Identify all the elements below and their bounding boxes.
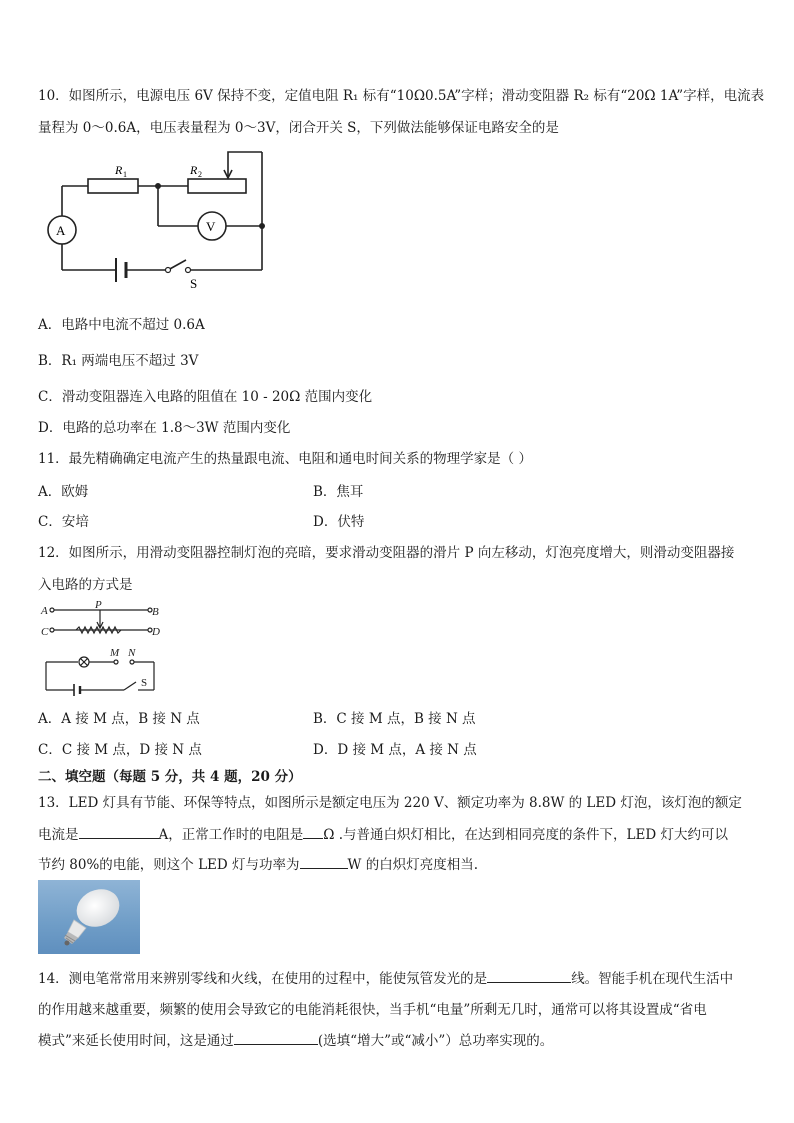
q13-stem-line2 [38,823,728,843]
q10-resistor-r1 [88,179,138,193]
q13-text-e: W 的白炽灯亮度相当. [347,857,478,873]
q11-option-b: B．焦耳 [313,484,364,500]
q11-stem: 11．最先精确确定电流产生的热量跟电流、电阻和通电时间关系的物理学家是（ ） [38,451,532,467]
q12-label-b: B [152,606,159,618]
q13-blank-power[interactable] [300,856,348,869]
q12-label-s: S [141,677,148,689]
q10-option-d: D．电路的总功率在 1.8～3W 范围内变化 [38,420,291,436]
q14-blank-power[interactable] [234,1032,318,1045]
q10-option-c: C．滑动变阻器连入电路的阻值在 10 - 20Ω 范围内变化 [38,389,373,405]
q10-stem-line2: 量程为 0～0.6A，电压表量程为 0～3V，闭合开关 S，下列做法能够保证电路安全的是 [38,120,559,136]
section-title: 二、填空题（每题 5 分，共 4 题，20 分） [38,769,302,785]
q12-switch-lever [124,682,136,690]
q10-circuit-diagram [38,148,278,296]
q11-option-a: A．欧姆 [38,484,89,500]
q14-stem-line1 [38,967,733,987]
q14-text-a: 14．测电笔常常用来辨别零线和火线，在使用的过程中，能使氖管发光的是 [38,971,488,987]
q10-label-r2-sub: 2 [198,170,202,179]
q13-blank-current[interactable] [79,826,159,839]
q10-option-a: A．电路中电流不超过 0.6A [38,317,205,333]
led-bulb-icon [38,880,140,954]
q14-text-b: 线。智能手机在现代生活中 [571,971,734,987]
q10-stem-line1: 10．如图所示，电源电压 6V 保持不变，定值电阻 R₁ 标有“10Ω0.5A”字样；滑动变阻器 R₂ 标有“20Ω 1A”字样，电流表 [38,88,765,104]
q14-stem-line2: 的作用越来越重要，频繁的使用会导致它的电能消耗很快，当手机“电量”所剩无几时，通常可以将其设置成“省电 [38,1002,707,1018]
q13-text-c: Ω .与普通白炽灯相比，在达到相同亮度的条件下，LED 灯大约可以 [323,827,728,843]
q14-blank-wire[interactable] [487,970,571,983]
q12-option-c: C．C 接 M 点，D 接 N 点 [38,742,202,758]
q13-text-d: 节约 80%的电能，则这个 LED 灯与功率为 [38,857,300,873]
q11-option-c: C．安培 [38,514,89,530]
q12-option-b: B．C 接 M 点，B 接 N 点 [313,711,476,727]
q10-label-voltmeter: V [206,219,216,234]
q12-rheostat-diagram [38,600,178,700]
q12-label-p: P [95,600,102,611]
q13-stem-line3 [38,853,478,873]
q13-stem-line1: 13．LED 灯具有节能、环保等特点，如图所示是额定电压为 220 V、额定功率为 8.8W 的 LED 灯泡，该灯泡的额定 [38,795,742,811]
q12-label-a: A [41,605,48,617]
q13-blank-resistance[interactable] [303,826,323,839]
q10-label-switch: S [190,276,198,291]
q12-option-a: A．A 接 M 点，B 接 N 点 [38,711,200,727]
q12-option-d: D．D 接 M 点，A 接 N 点 [313,742,477,758]
q10-resistor-r2 [188,179,246,193]
q12-stem-line1: 12．如图所示，用滑动变阻器控制灯泡的亮暗，要求滑动变阻器的滑片 P 向左移动，灯泡亮度增大，则滑动变阻器接 [38,545,735,561]
q10-label-r1-sub: 1 [123,170,127,179]
q12-label-n: N [128,647,136,659]
q13-text-a: 电流是 [38,827,79,843]
q10-label-r1: R [115,163,123,177]
q12-label-c: C [41,626,49,638]
q12-stem-line2: 入电路的方式是 [38,577,133,593]
q12-label-m: M [110,647,120,659]
q10-label-r2: R [190,163,198,177]
q10-label-ammeter: A [56,223,66,238]
q10-option-b: B．R₁ 两端电压不超过 3V [38,353,199,369]
q13-text-b: A，正常工作时的电阻是 [158,827,304,843]
led-bulb-photo [38,880,140,954]
q14-text-c: 模式”来延长使用时间，这是通过 [38,1033,234,1049]
q11-option-d: D．伏特 [313,514,365,530]
q12-label-d: D [152,626,160,638]
q14-stem-line3 [38,1029,553,1049]
q14-text-d: (选填“增大”或“减小”）总功率实现的。 [317,1033,554,1049]
